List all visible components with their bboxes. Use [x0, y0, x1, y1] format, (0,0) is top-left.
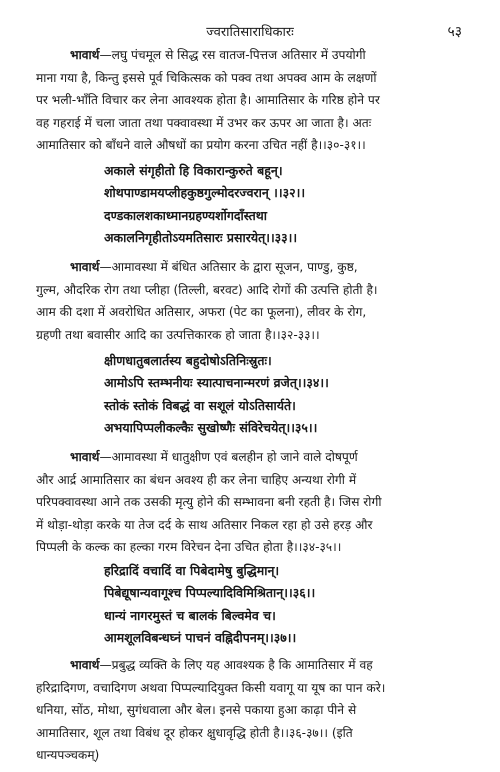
commentary-line: भावार्थ—आमावस्था में धातुक्षीण एवं बलहीन हो जाने वाले दोषपूर्ण	[70, 450, 358, 464]
commentary-line: धान्यपञ्चकम्)	[36, 748, 100, 763]
commentary-line: पर भली-भाँति विचार कर लेना आवश्यक होता है। आमातिसार के गरिष्ठ होने पर	[36, 93, 380, 108]
commentary-line: में थोड़ा-थोड़ा करके या तेज दर्द के साथ अतिसार निकल रहा हो उसे हरड़ और	[36, 517, 373, 532]
commentary-line: पिप्पली के कल्क का हल्का गरम विरेचन देना उचित होता है।।३४-३५।।	[36, 540, 342, 555]
verse-line: क्षीणधातुबलार्तस्य बहुदोषोऽतिनिःस्रुतः।	[104, 353, 272, 368]
verse-line: आमोऽपि स्तम्भनीयः स्यात्पाचनान्मरणं व्रजेत्।।३४।।	[104, 375, 329, 391]
verse-36-37	[104, 560, 476, 650]
commentary-line: वह गहराई में चला जाता तथा पक्वावस्था में उभर कर ऊपर आ जाता है। अतः	[36, 115, 372, 130]
verse-line: अकाले संगृहीतो हि विकारान्कुरुते बहून्।	[104, 163, 283, 178]
verse-line: पिबेद्यूषान्यवागूश्च पिप्पल्यादिविमिश्रितान्।।३६।।	[104, 585, 316, 601]
bhavarth-label: भावार्थ	[70, 260, 100, 274]
verse-32-33	[104, 160, 476, 250]
verse-line: अभयापिप्पलीकल्कैः सुखोष्णैः संविरेचयेत्।।३५।।	[104, 420, 318, 436]
bhavarth-label: भावार्थ	[70, 450, 100, 464]
running-title: ज्वरातिसाराधिकारः	[206, 25, 294, 40]
commentary-30-31	[36, 44, 476, 157]
page-number: ५३	[447, 24, 462, 40]
commentary-line: धनिया, सोंठ, मोथा, सुगंधवाला और बेल। इनसे पकाया हुआ काढ़ा पीने से	[36, 703, 357, 718]
commentary-line: माना गया है, किन्तु इससे पूर्व चिकित्सक को पक्व तथा अपक्व आम के लक्षणों	[36, 70, 377, 85]
verse-line: स्तोकं स्तोकं विबद्धं वा सशूलं योऽतिसार्यते।	[104, 397, 296, 413]
commentary-line: ग्रहणी तथा बवासीर आदि का उत्पत्तिकारक हो जाता है।।३२-३३।।	[36, 327, 320, 342]
verse-line: आमशूलविबन्धघ्नं पाचनं वह्निदीपनम्।।३७।।	[104, 630, 297, 646]
commentary-line: आमातिसार को बाँधने वाले औषधों का प्रयोग करना उचित नहीं है।।३०-३१।।	[36, 138, 366, 153]
commentary-line: भावार्थ—आमावस्था में बंधित अतिसार के द्वारा सूजन, पाण्डु, कुष्ठ,	[70, 260, 358, 274]
bhavarth-label: भावार्थ	[70, 658, 100, 672]
verse-line: हरिद्रादिं वचादिं वा पिबेदामेषु बुद्धिमान्।	[104, 563, 280, 578]
verse-line: अकालनिगृहीतोऽयमतिसारः प्रसारयेत्।।३३।।	[104, 230, 298, 246]
page-header	[0, 22, 500, 42]
commentary-line: आम की दशा में अवरोधित अतिसार, अफरा (पेट का फूलना), लीवर के रोग,	[36, 305, 367, 320]
commentary-line: गुल्म, औदरिक रोग तथा प्लीहा (तिल्ली, बरवट) आदि रोगों की उत्पत्ति होती है।	[36, 282, 378, 297]
commentary-line: भावार्थ—प्रबुद्ध व्यक्ति के लिए यह आवश्यक है कि आमातिसार में वह	[70, 658, 373, 672]
commentary-line: हरिद्रादिगण, वचादिगण अथवा पिप्पल्यादियुक्त किसी यवागू या यूष का पान करे।	[36, 680, 386, 695]
commentary-line: परिपक्वावस्था आने तक उसकी मृत्यु होने की सम्भावना बनी रहती है। जिस रोगी	[36, 495, 382, 510]
commentary-34-35	[36, 446, 476, 559]
commentary-36-37	[36, 654, 476, 767]
verse-line: दण्डकालशकाध्मानग्रहण्यर्शोगदाँस्तथा	[104, 207, 268, 223]
bhavarth-label: भावार्थ	[70, 48, 100, 62]
verse-line: धान्यं नागरमुस्तं च बालकं बिल्वमेव च।	[104, 607, 276, 623]
commentary-32-33	[36, 256, 476, 346]
verse-line: शोथपाण्डामयप्लीहकुष्ठगुल्मोदरज्वरान् ।।३२।।	[104, 185, 306, 201]
verse-34-35	[104, 350, 476, 440]
commentary-line: आमातिसार, शूल तथा विबंध दूर होकर क्षुधावृद्धि होती है।।३६-३७।। (इति	[36, 725, 353, 740]
commentary-line: और आर्द्र आमातिसार का बंधन अवश्य ही कर लेना चाहिए अन्यथा रोगी में	[36, 472, 357, 487]
commentary-line: भावार्थ—लघु पंचमूल से सिद्ध रस वातज-पित्तज अतिसार में उपयोगी	[70, 48, 366, 62]
